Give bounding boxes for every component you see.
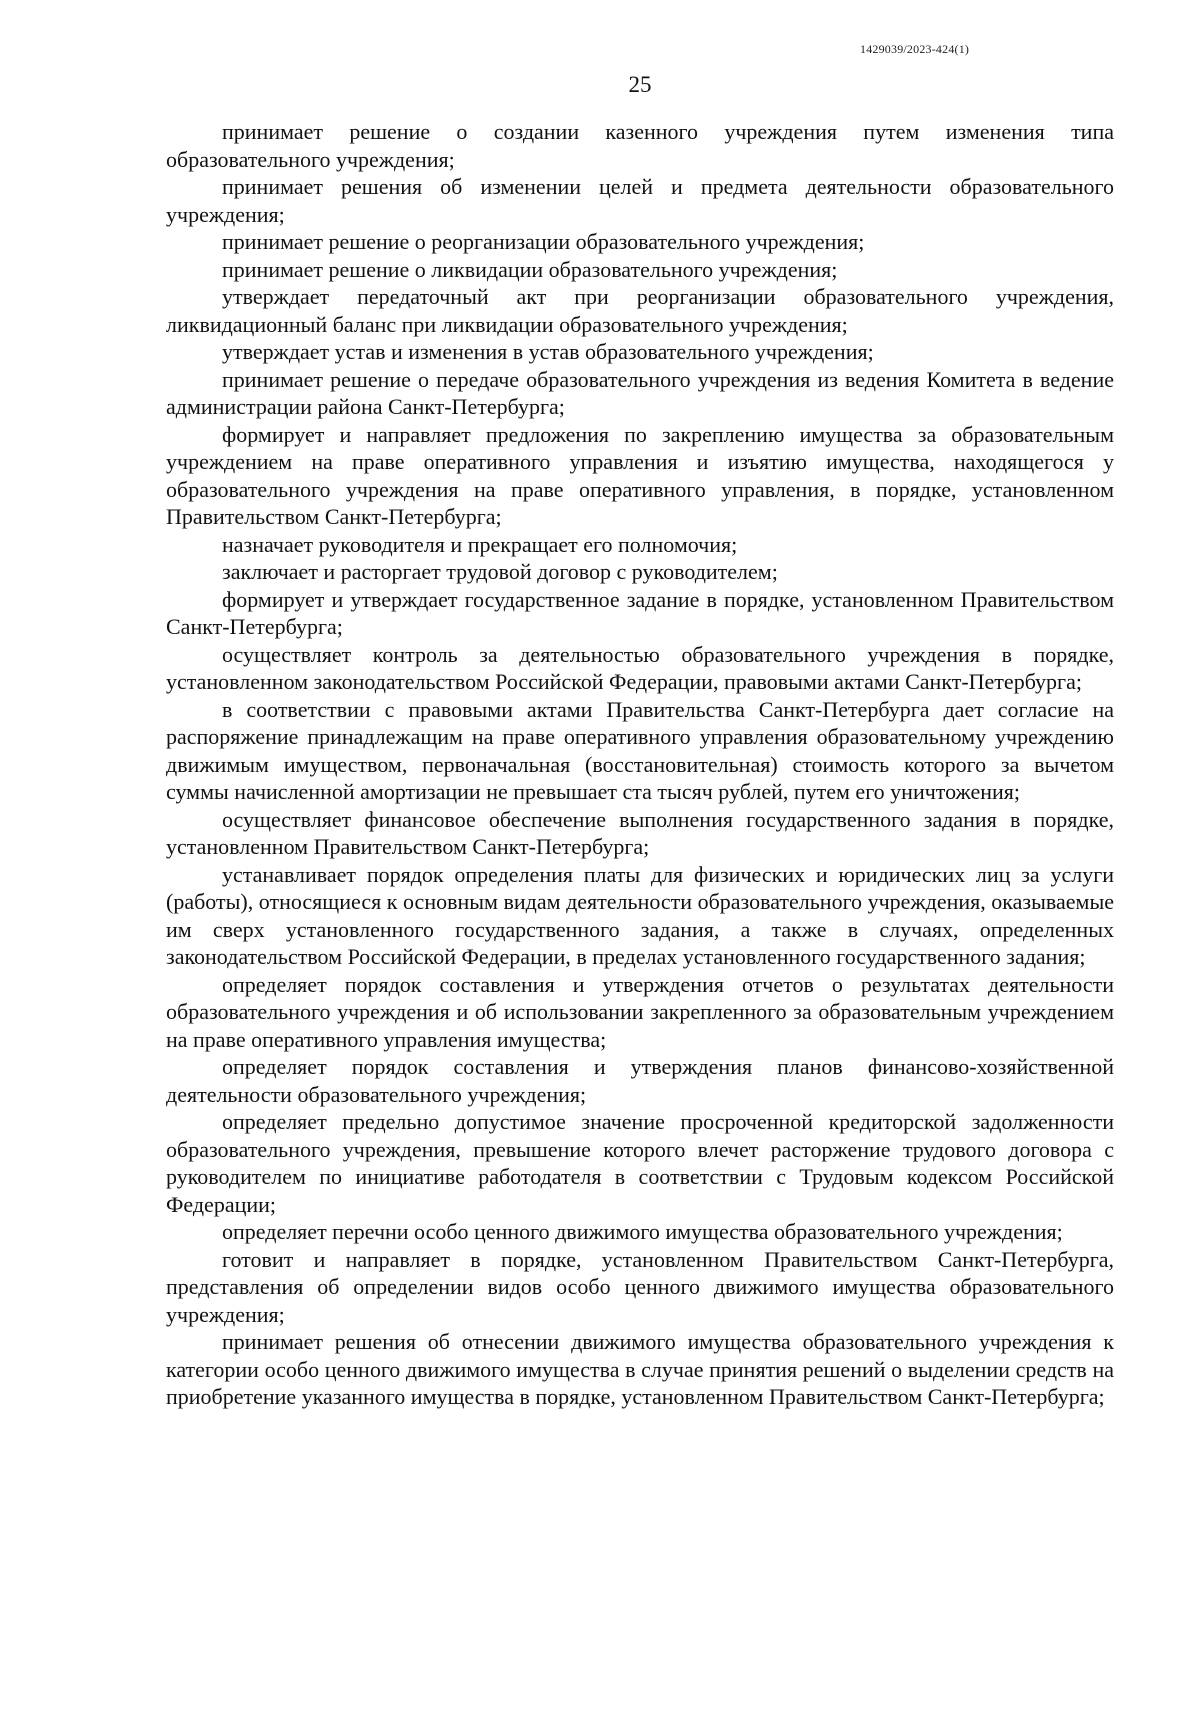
paragraph-15: устанавливает порядок определения платы для физических и юридических лиц за услуги (работы), относящиеся к основным видам деятельности образовательного учреждения, оказываемые им сверх установленного государственного задания, а также в случаях, определенных законодательством Российской Федерации, в пределах установленного государственного задания; <box>166 861 1114 969</box>
paragraph-12: осуществляет контроль за деятельностью образовательного учреждения в порядке, установленном законодательством Российской Федерации, правовыми актами Санкт-Петербурга; <box>166 641 1114 694</box>
paragraph-13: в соответствии с правовыми актами Правительства Санкт-Петербурга дает согласие на распоряжение принадлежащим на праве оперативного управления образовательному учреждению движимым имуществом, первоначальная (восстановительная) стоимость которого за вычетом суммы начисленной амортизации не превышает ста тысяч рублей, путем его уничтожения; <box>166 696 1114 804</box>
paragraph-10: заключает и расторгает трудовой договор с руководителем; <box>222 559 778 584</box>
paragraph-4: принимает решение о ликвидации образовательного учреждения; <box>222 256 838 282</box>
paragraph-11: формирует и утверждает государственное задание в порядке, установленном Правительством Санкт-Петербурга; <box>166 586 1114 639</box>
paragraph-20: готовит и направляет в порядке, установленном Правительством Санкт-Петербурга, представления об определении видов особо ценного движимого имущества образовательного учреждения; <box>166 1246 1114 1327</box>
paragraph-17: определяет порядок составления и утверждения планов финансово-хозяйственной деятельности образовательного учреждения; <box>166 1054 1114 1107</box>
paragraph-7: принимает решение о передаче образовательного учреждения из ведения Комитета в ведение администрации района Санкт-Петербурга; <box>166 366 1114 419</box>
paragraph-3: принимает решение о реорганизации образовательного учреждения; <box>222 229 865 254</box>
document-body <box>166 118 1114 1411</box>
paragraph-9: назначает руководителя и прекращает его полномочия; <box>222 531 738 557</box>
page-number: 25 <box>628 72 652 97</box>
paragraph-5: утверждает передаточный акт при реорганизации образовательного учреждения, ликвидационный баланс при ликвидации образовательного учреждения; <box>166 284 1114 337</box>
paragraph-14: осуществляет финансовое обеспечение выполнения государственного задания в порядке, установленном Правительством Санкт-Петербурга; <box>166 806 1114 859</box>
paragraph-16: определяет порядок составления и утверждения отчетов о результатах деятельности образовательного учреждения и об использовании закрепленного за образовательным учреждением на праве оперативного управления имущества; <box>166 971 1114 1052</box>
paragraph-18: определяет предельно допустимое значение просроченной кредиторской задолженности образовательного учреждения, превышение которого влечет расторжение трудового договора с руководителем по инициативе работодателя в соответствии с Трудовым кодексом Российской Федерации; <box>166 1109 1114 1217</box>
paragraph-1: принимает решение о создании казенного учреждения путем изменения типа образовательного учреждения; <box>166 119 1114 172</box>
paragraph-2: принимает решения об изменении целей и предмета деятельности образовательного учреждения; <box>166 174 1114 227</box>
paragraph-6: утверждает устав и изменения в устав образовательного учреждения; <box>222 339 874 364</box>
document-registration-number: 1429039/2023-424(1) <box>860 42 970 56</box>
paragraph-19: определяет перечни особо ценного движимого имущества образовательного учреждения; <box>222 1219 1063 1244</box>
paragraph-8: формирует и направляет предложения по закреплению имущества за образовательным учреждением на праве оперативного управления и изъятию имущества, находящегося у образовательного учреждения на праве оперативного управления, в порядке, установленном Правительством Санкт-Петербурга; <box>166 421 1114 529</box>
paragraph-21: принимает решения об отнесении движимого имущества образовательного учреждения к категории особо ценного движимого имущества в случае принятия решений о выделении средств на приобретение указанного имущества в порядке, установленном Правительством Санкт-Петербурга; <box>166 1329 1114 1409</box>
